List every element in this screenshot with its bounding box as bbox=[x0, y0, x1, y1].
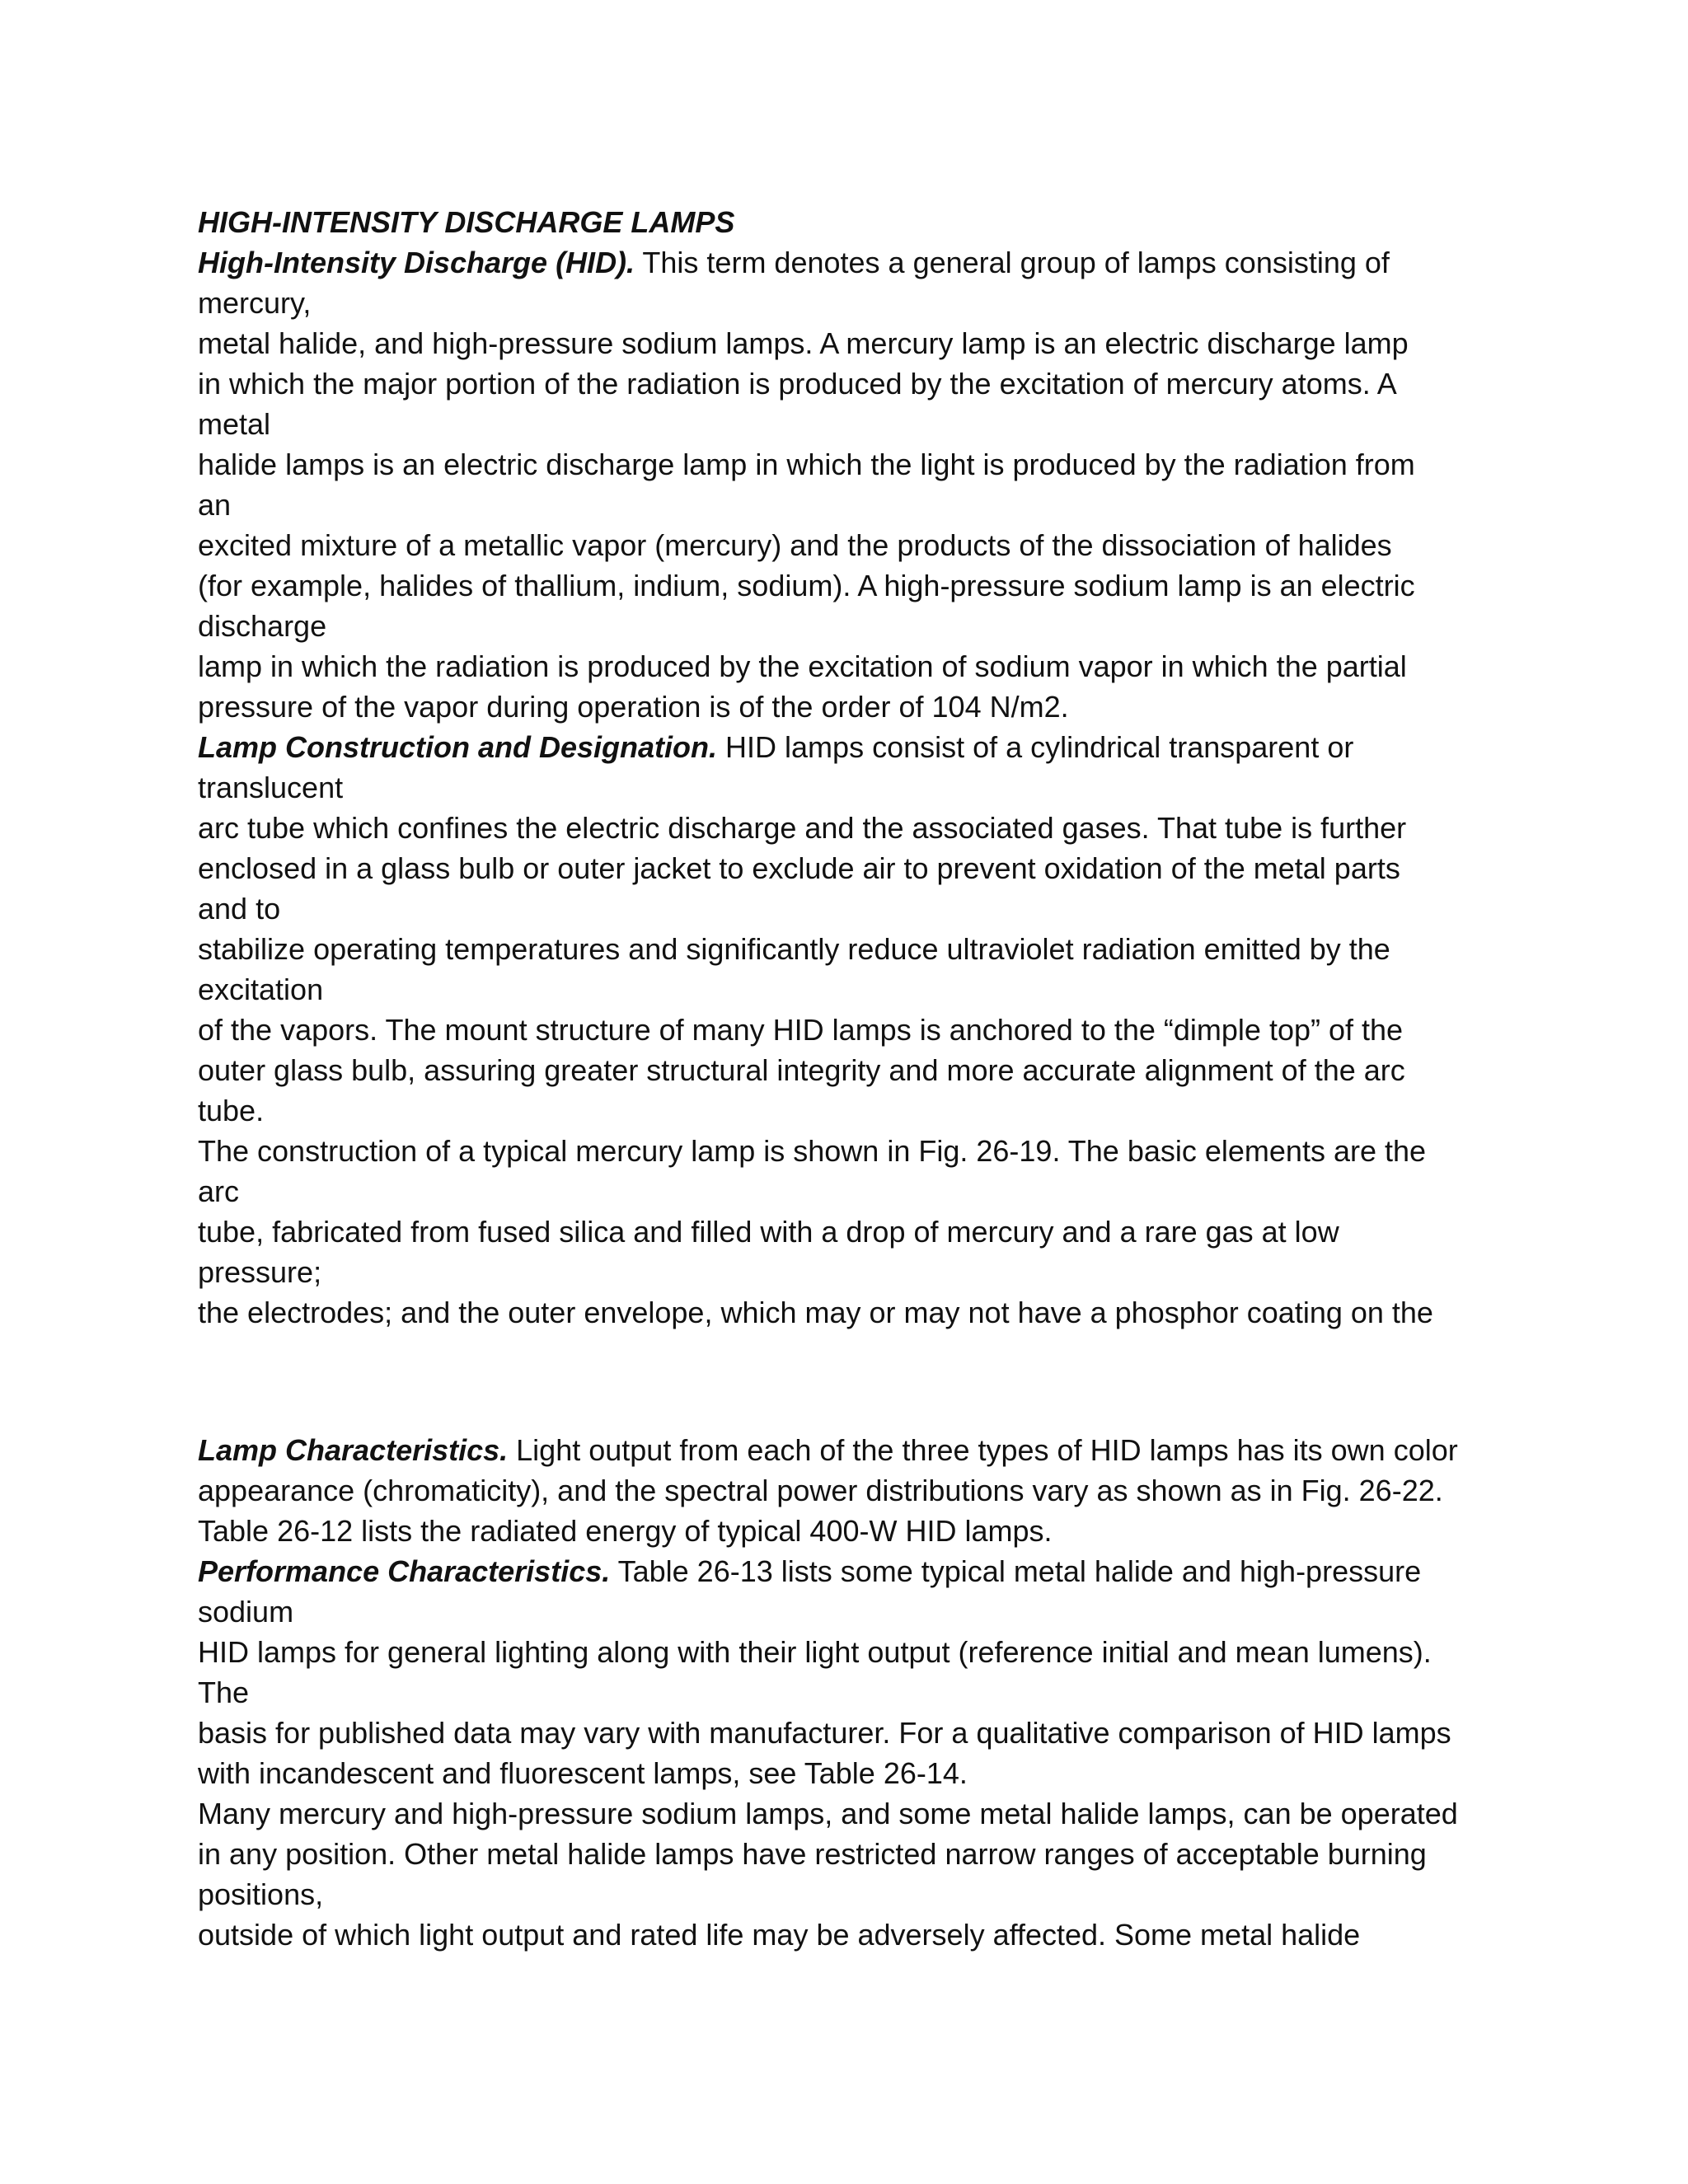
line-text: The construction of a typical mercury lamp is shown in Fig. 26-19. The basic elements are the bbox=[198, 1134, 1427, 1168]
text-line bbox=[198, 646, 1533, 687]
line-text: excited mixture of a metallic vapor (mercury) and the products of the dissociation of halides bbox=[198, 528, 1392, 562]
run-in-heading: High-Intensity Discharge (HID). bbox=[198, 246, 635, 279]
line-text: with incandescent and fluorescent lamps, see Table 26-14. bbox=[198, 1756, 968, 1790]
text-line bbox=[198, 283, 1533, 323]
text-line bbox=[198, 1591, 1533, 1632]
text-line bbox=[198, 1292, 1533, 1333]
line-text: mercury, bbox=[198, 286, 312, 320]
document-title: HIGH-INTENSITY DISCHARGE LAMPS bbox=[198, 205, 735, 239]
text-line bbox=[198, 727, 1533, 767]
text-line bbox=[198, 1430, 1533, 1470]
text-line bbox=[198, 808, 1533, 848]
text-line bbox=[198, 1171, 1533, 1212]
text-line bbox=[198, 404, 1533, 444]
line-text: in which the major portion of the radiation is produced by the excitation of mercury atoms. A bbox=[198, 367, 1397, 401]
text-line bbox=[198, 485, 1533, 525]
line-text: discharge bbox=[198, 609, 327, 643]
text-line bbox=[198, 1050, 1533, 1090]
line-text: tube. bbox=[198, 1094, 265, 1127]
text-line bbox=[198, 687, 1533, 727]
line-text: excitation bbox=[198, 972, 324, 1006]
text-line bbox=[198, 1252, 1533, 1292]
text-line bbox=[198, 929, 1533, 969]
text-line bbox=[198, 888, 1533, 929]
line-text: the electrodes; and the outer envelope, which may or may not have a phosphor coating on the bbox=[198, 1296, 1433, 1329]
line-text: tube, fabricated from fused silica and filled with a drop of mercury and a rare gas at low bbox=[198, 1215, 1339, 1249]
line-text: The bbox=[198, 1675, 250, 1709]
run-in-heading: Lamp Characteristics. bbox=[198, 1433, 509, 1467]
line-text: arc bbox=[198, 1174, 240, 1208]
line-text: basis for published data may vary with manufacturer. For a qualitative comparison of HID lamps bbox=[198, 1716, 1451, 1750]
line-text: halide lamps is an electric discharge lamp in which the light is produced by the radiation from bbox=[198, 448, 1415, 481]
text-line bbox=[198, 848, 1533, 888]
line-text: sodium bbox=[198, 1595, 294, 1629]
text-block-upper bbox=[198, 202, 1533, 1333]
text-block-lower bbox=[198, 1430, 1533, 1955]
line-text: HID lamps consist of a cylindrical transparent or bbox=[717, 730, 1354, 764]
text-line bbox=[198, 1632, 1533, 1672]
line-text: translucent bbox=[198, 771, 344, 804]
text-line bbox=[198, 767, 1533, 808]
text-line bbox=[198, 1672, 1533, 1713]
line-text: enclosed in a glass bulb or outer jacket to exclude air to prevent oxidation of the metal parts bbox=[198, 851, 1400, 885]
line-text: in any position. Other metal halide lamps have restricted narrow ranges of acceptable burning bbox=[198, 1837, 1427, 1871]
text-line bbox=[198, 1131, 1533, 1171]
text-line bbox=[198, 1793, 1533, 1834]
line-text: stabilize operating temperatures and significantly reduce ultraviolet radiation emitted by the bbox=[198, 932, 1390, 966]
line-text: (for example, halides of thallium, indium, sodium). A high-pressure sodium lamp is an electric bbox=[198, 569, 1415, 602]
line-text: HID lamps for general lighting along with their light output (reference initial and mean lumens). bbox=[198, 1635, 1432, 1669]
line-text: outside of which light output and rated life may be adversely affected. Some metal halide bbox=[198, 1918, 1361, 1952]
line-text: an bbox=[198, 488, 232, 522]
line-text: This term denotes a general group of lamps consisting of bbox=[635, 246, 1390, 279]
line-text: metal halide, and high-pressure sodium lamps. A mercury lamp is an electric discharge lamp bbox=[198, 326, 1409, 360]
text-line bbox=[198, 969, 1533, 1010]
line-text: outer glass bulb, assuring greater structural integrity and more accurate alignment of the arc bbox=[198, 1053, 1405, 1087]
run-in-heading: Lamp Construction and Designation. bbox=[198, 730, 718, 764]
text-line bbox=[198, 1834, 1533, 1874]
line-text: of the vapors. The mount structure of many HID lamps is anchored to the “dimple top” of the bbox=[198, 1013, 1404, 1047]
line-text: Many mercury and high-pressure sodium lamps, and some metal halide lamps, can be operated bbox=[198, 1797, 1458, 1830]
line-text: metal bbox=[198, 407, 271, 441]
line-text: positions, bbox=[198, 1877, 324, 1911]
text-line bbox=[198, 565, 1533, 606]
text-line bbox=[198, 606, 1533, 646]
line-text: arc tube which confines the electric discharge and the associated gases. That tube is further bbox=[198, 811, 1407, 845]
text-line bbox=[198, 1713, 1533, 1753]
text-line bbox=[198, 1874, 1533, 1915]
run-in-heading: Performance Characteristics. bbox=[198, 1554, 611, 1588]
text-line bbox=[198, 1753, 1533, 1793]
line-text: Table 26-13 lists some typical metal halide and high-pressure bbox=[610, 1554, 1422, 1588]
line-text: and to bbox=[198, 892, 281, 926]
line-text: appearance (chromaticity), and the spectral power distributions vary as shown as in Fig. 26-22. bbox=[198, 1474, 1443, 1507]
text-line bbox=[198, 323, 1533, 363]
text-line bbox=[198, 444, 1533, 485]
text-line bbox=[198, 242, 1533, 283]
line-text: pressure of the vapor during operation is of the order of 104 N/m2. bbox=[198, 690, 1069, 724]
text-line bbox=[198, 1470, 1533, 1511]
line-text: pressure; bbox=[198, 1255, 322, 1289]
text-line bbox=[198, 1010, 1533, 1050]
text-line bbox=[198, 1915, 1533, 1955]
line-text: Light output from each of the three types of HID lamps has its own color bbox=[508, 1433, 1458, 1467]
line-text: lamp in which the radiation is produced by the excitation of sodium vapor in which the partial bbox=[198, 649, 1407, 683]
line-text: Table 26-12 lists the radiated energy of typical 400-W HID lamps. bbox=[198, 1514, 1053, 1548]
text-line bbox=[198, 1511, 1533, 1551]
text-line bbox=[198, 1212, 1533, 1252]
text-line bbox=[198, 363, 1533, 404]
text-line bbox=[198, 1551, 1533, 1591]
text-line bbox=[198, 1090, 1533, 1131]
text-line bbox=[198, 525, 1533, 565]
